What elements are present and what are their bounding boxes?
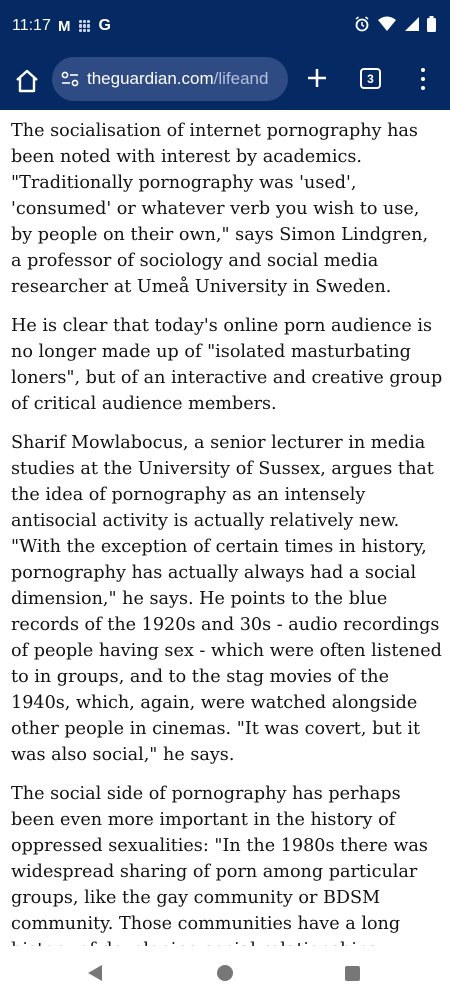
- url-path: /lifeand: [213, 69, 269, 88]
- system-navigation-bar: [0, 946, 450, 1000]
- more-options-button[interactable]: [415, 66, 431, 92]
- new-tab-button[interactable]: [305, 66, 329, 90]
- home-nav-button[interactable]: [217, 965, 233, 981]
- menu-dot: [421, 86, 425, 90]
- article-body: [11, 118, 443, 946]
- url-text: [87, 69, 268, 89]
- back-icon[interactable]: [86, 964, 104, 982]
- system-icons: [354, 16, 436, 32]
- article-paragraph: The socialisation of internet pornography has been noted with interest by academics. "Traditionally pornography was 'used', 'consumed' or whatever verb you wish to use, by people on their own," says Simon Lindgren, a professor of sociology and social media researcher at Umeå University in Sweden.: [11, 121, 429, 297]
- cell-signal-icon: [404, 16, 419, 32]
- notification-icons: [58, 17, 111, 35]
- menu-dot: [421, 68, 425, 72]
- article-paragraph: He is clear that today's online porn audience is no longer made up of "isolated masturbating loners", but of an interactive and creative group of critical audience members.: [11, 316, 443, 414]
- wifi-icon: [378, 16, 396, 32]
- home-button[interactable]: [12, 66, 42, 96]
- recents-button[interactable]: [345, 966, 360, 981]
- tab-switcher-button[interactable]: 3: [360, 68, 381, 89]
- battery-icon: [427, 16, 436, 32]
- address-bar[interactable]: [52, 57, 288, 101]
- site-settings-icon[interactable]: [61, 71, 79, 87]
- status-time: 11:17: [12, 17, 51, 34]
- status-bar: [0, 0, 450, 54]
- article-paragraph: Sharif Mowlabocus, a senior lecturer in media studies at the University of Sussex, argues that the idea of pornography as an intensely antisocial activity is actually relatively new. "With the exception of certain times in history, pornography has actually always had a social dimension," he says. He points to the blue records of the 1920s and 30s - audio recordings of people having sex - which were often listened to in groups, and to the stag movies of the 1940s, which, again, were watched alongside other people in cinemas. "It was covert, but it was also social," he says.: [11, 433, 442, 765]
- url-host: theguardian.com: [87, 69, 214, 88]
- grid-app-icon: [79, 20, 91, 32]
- google-icon: G: [98, 17, 111, 34]
- home-icon: [12, 66, 42, 96]
- menu-dot: [421, 77, 425, 81]
- gmail-icon: M: [58, 17, 71, 35]
- alarm-icon: [354, 16, 370, 32]
- article-paragraph: The social side of pornography has perhaps been even more important in the history of oppressed sexualities: "In the 1980s there was widespread sharing of porn among particular groups, like the gay community or BDSM community. Those communities have a long: [11, 784, 428, 934]
- plus-icon: [305, 66, 329, 90]
- browser-toolbar: [0, 54, 450, 110]
